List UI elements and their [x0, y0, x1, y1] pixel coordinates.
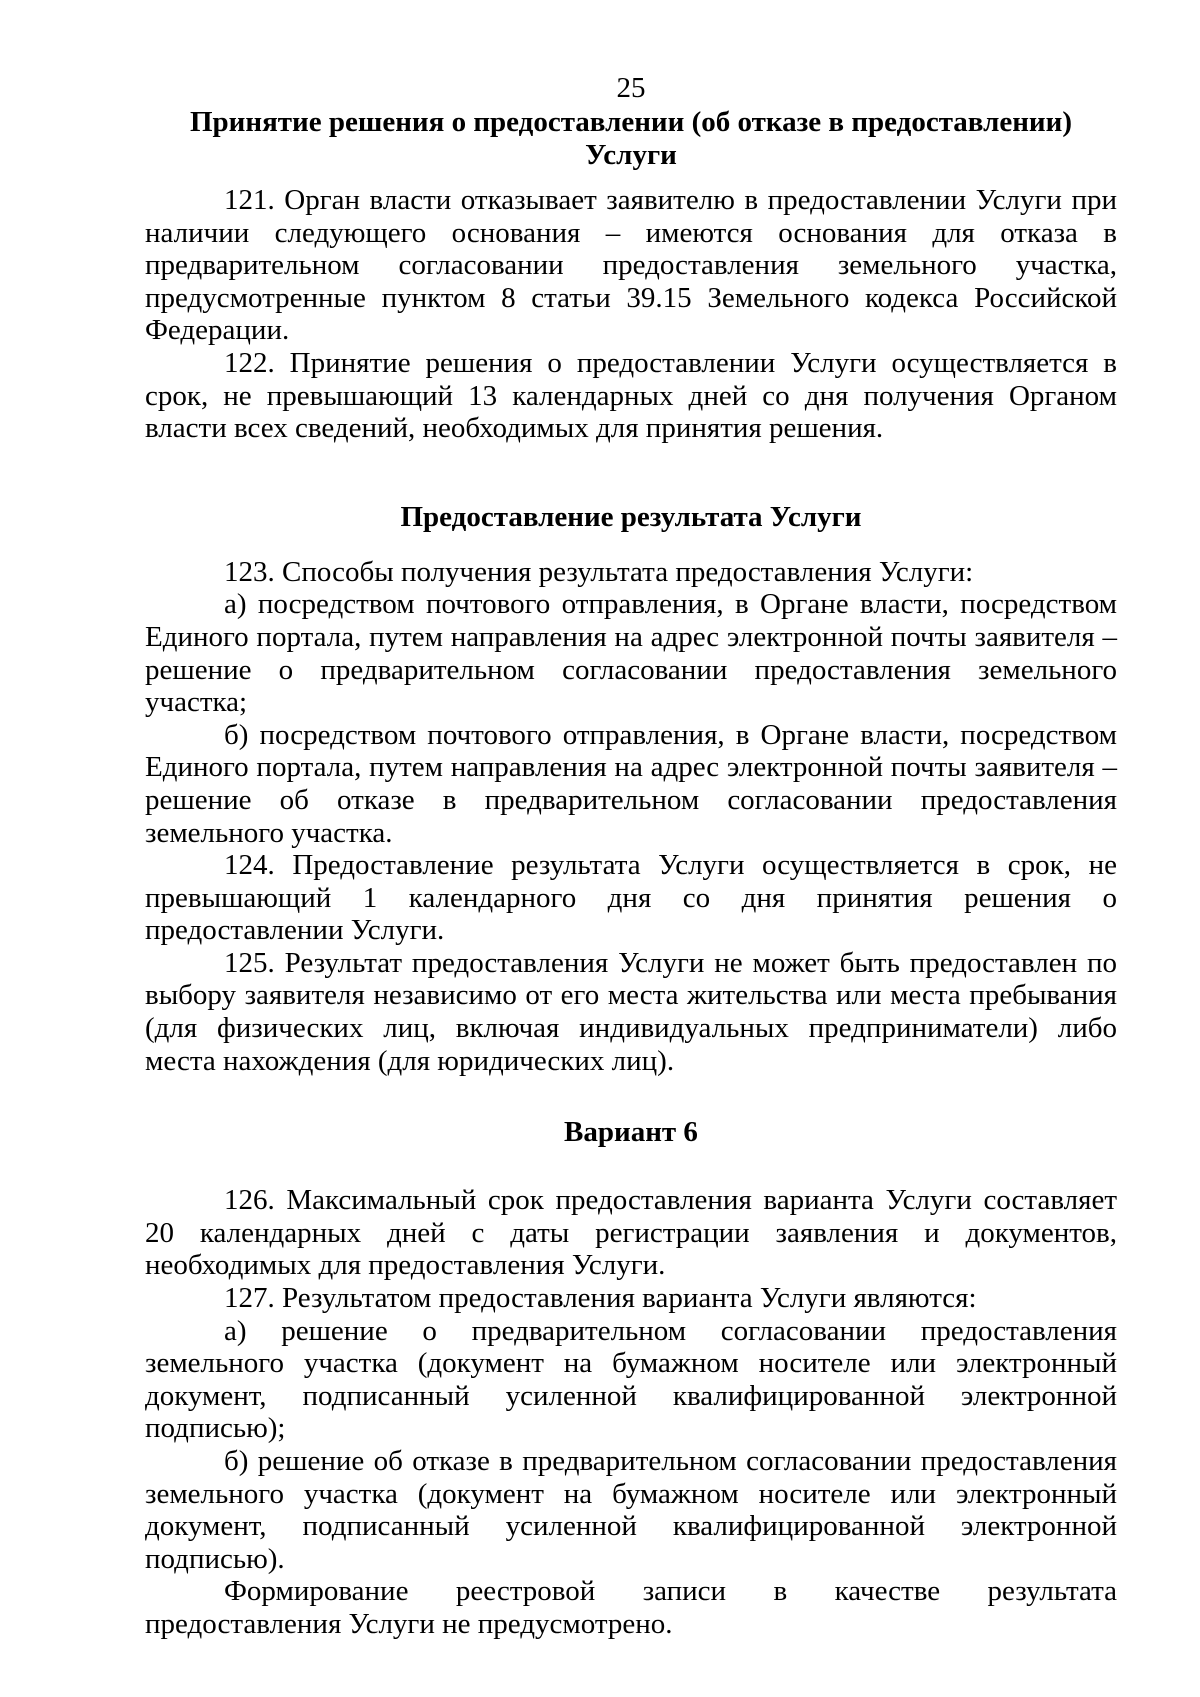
paragraph-124: 124. Предоставление результата Услуги осуществляется в срок, не превышающий 1 календарного дня со дня принятия решения о предоставлении Услуги.	[145, 849, 1117, 947]
document-page	[145, 70, 1117, 1641]
paragraph-registry-note: Формирование реестровой записи в качестве результата предоставления Услуги не предусмотрено.	[145, 1575, 1117, 1640]
section-heading-variant-6: Вариант 6	[564, 1116, 698, 1149]
paragraph-122: 122. Принятие решения о предоставлении Услуги осуществляется в срок, не превышающий 13 календарных дней со дня получения Органом власти всех сведений, необходимых для принятия решения.	[145, 346, 1117, 445]
paragraph-123-b: б) посредством почтового отправления, в Органе власти, посредством Единого портала, путем направления на адрес электронной почты заявителя – решение об отказе в предварительном согласовании предоставления земельного участка.	[145, 718, 1117, 849]
page-number: 25	[616, 72, 646, 104]
paragraph-125: 125. Результат предоставления Услуги не может быть предоставлен по выбору заявителя независимо от его места жительства или места пребывания (для физических лиц, включая индивидуальных предприниматели) либо места нахождения (для юридических лиц).	[145, 946, 1117, 1077]
section-heading-decision-line1: Принятие решения о предоставлении (об отказе в предоставлении)	[190, 106, 1072, 138]
paragraph-127-b: б) решение об отказе в предварительном согласовании предоставления земельного участка (документ на бумажном носителе или электронный документ, подписанный усиленной квалифицированной электронной подписью).	[145, 1445, 1117, 1575]
paragraph-123: 123. Способы получения результата предоставления Услуги:	[224, 555, 974, 588]
section-heading-decision	[145, 106, 1117, 172]
paragraph-127: 127. Результатом предоставления варианта Услуги являются:	[224, 1282, 977, 1315]
section-heading-result: Предоставление результата Услуги	[400, 500, 862, 533]
section-heading-decision-line2: Услуги	[585, 139, 677, 171]
paragraph-126: 126. Максимальный срок предоставления варианта Услуги составляет 20 календарных дней с даты регистрации заявления и документов, необходимых для предоставления Услуги.	[145, 1184, 1117, 1282]
paragraph-127-a: а) решение о предварительном согласовании предоставления земельного участка (документ на бумажном носителе или электронный документ, подписанный усиленной квалифицированной электронной подписью);	[145, 1314, 1117, 1445]
paragraph-121: 121. Орган власти отказывает заявителю в предоставлении Услуги при наличии следующего основания – имеются основания для отказа в предварительном согласовании предоставления земельного участка, предусмотренные пунктом 8 статьи 39.15 Земельного кодекса Российской Федерации.	[145, 184, 1117, 347]
paragraph-123-a: а) посредством почтового отправления, в Органе власти, посредством Единого портала, путем направления на адрес электронной почты заявителя – решение о предварительном согласовании предоставления земельного участка;	[145, 588, 1117, 719]
